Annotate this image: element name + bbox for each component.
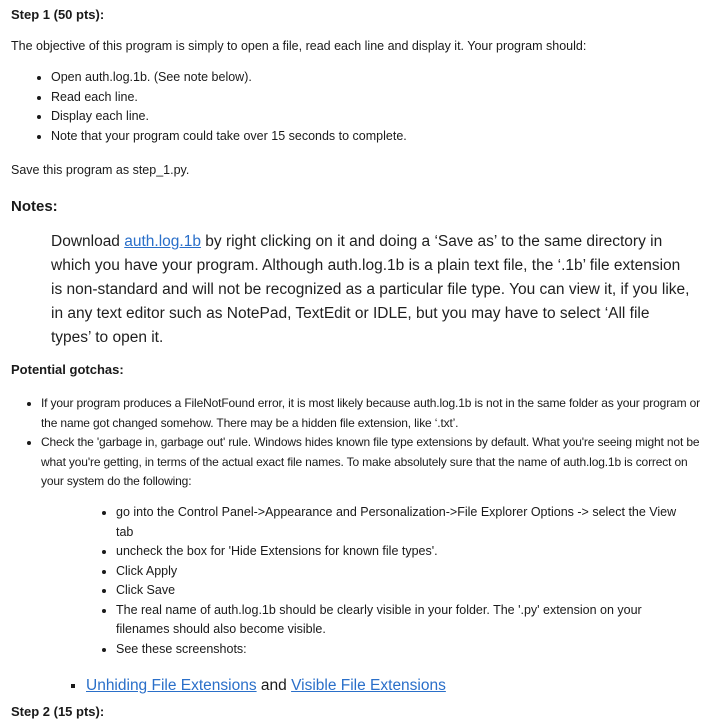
screenshot-links-list (68, 675, 686, 697)
unhiding-file-extensions-link[interactable]: Unhiding File Extensions (86, 677, 257, 694)
list-item: • Display each line. (51, 107, 407, 127)
gotchas-heading: Potential gotchas: (11, 362, 124, 377)
auth-log-download-link[interactable]: auth.log.1b (124, 233, 201, 250)
step-1-intro: The objective of this program is simply to open a file, read each line and display it. Your program should: (11, 39, 587, 53)
step-1-bullet-list (33, 68, 407, 146)
list-item: • Check the 'garbage in, garbage out' rule. Windows hides known file type extensions by default. What you're seeing might not be what you're getting, in terms of the actual exact file names. To make absolutely sure that the name of auth.log.1b is correct on your system do the following: (41, 433, 704, 492)
step-1-heading: Step 1 (50 pts): (11, 7, 105, 22)
list-item: • Click Save (116, 581, 696, 601)
list-item (86, 675, 686, 697)
gotchas-sub-bullet-list (98, 503, 696, 659)
list-item: • uncheck the box for 'Hide Extensions for known file types'. (116, 542, 696, 562)
list-item: • Read each line. (51, 88, 407, 108)
list-item: • If your program produces a FileNotFound error, it is most likely because auth.log.1b is not in the same folder as your program or the name got changed somehow. There may be a hidden file extension, like ‘.txt’. (41, 394, 704, 433)
notes-heading: Notes: (11, 198, 58, 215)
list-item: • Open auth.log.1b. (See note below). (51, 68, 407, 88)
gotchas-bullet-list (23, 394, 704, 492)
notes-text-before-link: Download (51, 233, 125, 250)
notes-text-after-link: by right clicking on it and doing a ‘Save as’ to the same directory in which you have your program. Although auth.log.1b is a plain text file, the ‘.1b’ file extension is non-standard and will not be recognized as a particular file type. You can view it, if you like, in any text editor such as NotePad, TextEdit or IDLE, but you may have to select ‘All file types’ to open it. (51, 233, 690, 346)
visible-file-extensions-link[interactable]: Visible File Extensions (291, 677, 446, 694)
list-item: • go into the Control Panel->Appearance and Personalization->File Explorer Options -> select the View tab (116, 503, 696, 542)
and-text: and (256, 677, 292, 694)
list-item: • The real name of auth.log.1b should be clearly visible in your folder. The '.py' extension on your filenames should also become visible. (116, 601, 696, 640)
save-note: Save this program as step_1.py. (11, 163, 190, 177)
list-item: • Click Apply (116, 562, 696, 582)
list-item: • Note that your program could take over 15 seconds to complete. (51, 127, 407, 147)
list-item: • See these screenshots: (116, 640, 696, 660)
step-2-heading: Step 2 (15 pts): (11, 704, 105, 719)
notes-paragraph (51, 230, 691, 350)
